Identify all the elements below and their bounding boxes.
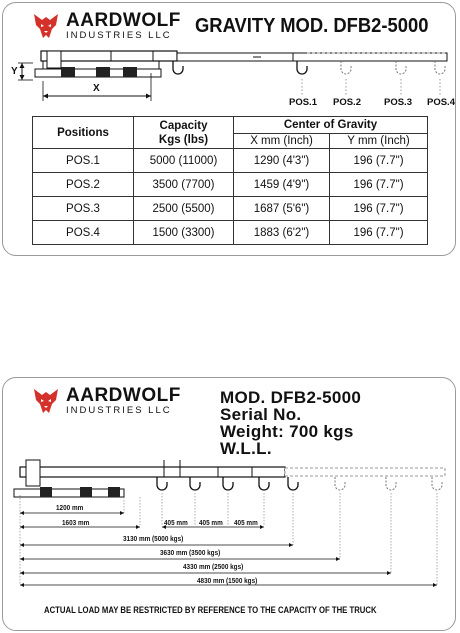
dim-4830: 4830 mm (1500 kgs) xyxy=(197,576,258,585)
cell-position: POS.2 xyxy=(33,173,134,197)
cell-capacity: 3500 (7700) xyxy=(134,173,234,197)
cell-y: 196 (7.7") xyxy=(330,149,428,173)
aardwolf-logo xyxy=(31,386,181,416)
cell-position: POS.4 xyxy=(33,221,134,245)
aardwolf-head-icon xyxy=(31,386,61,416)
cell-position: POS.3 xyxy=(33,197,134,221)
wll-text: W.L.L. xyxy=(220,439,272,458)
serial-text: Serial No. xyxy=(220,405,302,424)
pos-label: POS.4 xyxy=(427,97,455,108)
dim-405a: 405 mm xyxy=(164,518,188,527)
table-row xyxy=(33,149,428,173)
x-dim-label: X xyxy=(93,83,100,94)
cell-x: 1290 (4'3") xyxy=(234,149,330,173)
cell-y: 196 (7.7") xyxy=(330,221,428,245)
dim-1603: 1603 mm xyxy=(62,518,90,527)
table-row xyxy=(33,173,428,197)
capacity-table xyxy=(32,116,428,245)
capacity-header xyxy=(134,117,234,149)
cog-header: Center of Gravity xyxy=(234,117,428,134)
dim-405b: 405 mm xyxy=(199,518,223,527)
page-title: GRAVITY MOD. DFB2-5000 xyxy=(195,15,429,37)
pos-label: POS.3 xyxy=(384,97,412,108)
cell-y: 196 (7.7") xyxy=(330,173,428,197)
cell-capacity: 5000 (11000) xyxy=(134,149,234,173)
dim-1200: 1200 mm xyxy=(56,503,84,512)
dim-3130: 3130 mm (5000 kgs) xyxy=(123,534,184,543)
y-dim-label: Y xyxy=(11,66,18,77)
cell-capacity: 1500 (3300) xyxy=(134,221,234,245)
dim-4330: 4330 mm (2500 kgs) xyxy=(183,562,244,571)
dim-3630: 3630 mm (3500 kgs) xyxy=(160,548,221,557)
y-header: Y mm (Inch) xyxy=(330,134,428,149)
positions-header: Positions xyxy=(33,117,134,149)
cell-x: 1883 (6'2") xyxy=(234,221,330,245)
capacity-header-unit: Kgs (lbs) xyxy=(158,133,209,146)
brand-name: AARDWOLF xyxy=(66,9,181,31)
capacity-card xyxy=(2,2,456,256)
weight-text: Weight: 700 kgs xyxy=(220,422,354,441)
dim-405c: 405 mm xyxy=(234,518,258,527)
table-row xyxy=(33,197,428,221)
brand-sub: INDUSTRIES LLC xyxy=(66,29,172,41)
table-row xyxy=(33,221,428,245)
cell-capacity: 2500 (5500) xyxy=(134,197,234,221)
cell-x: 1687 (5'6") xyxy=(234,197,330,221)
brand-sub: INDUSTRIES LLC xyxy=(66,404,172,416)
pos-label: POS.1 xyxy=(289,97,317,108)
model-text: MOD. DFB2-5000 xyxy=(220,388,362,407)
cell-x: 1459 (4'9") xyxy=(234,173,330,197)
pos-label: POS.2 xyxy=(333,97,361,108)
cell-y: 196 (7.7") xyxy=(330,197,428,221)
brand-name: AARDWOLF xyxy=(66,384,181,406)
footer-warning: ACTUAL LOAD MAY BE RESTRICTED BY REFERENCE TO THE CAPACITY OF THE TRUCK xyxy=(44,605,377,615)
cell-position: POS.1 xyxy=(33,149,134,173)
x-header: X mm (Inch) xyxy=(234,134,330,149)
capacity-header-label: Capacity xyxy=(159,119,208,132)
